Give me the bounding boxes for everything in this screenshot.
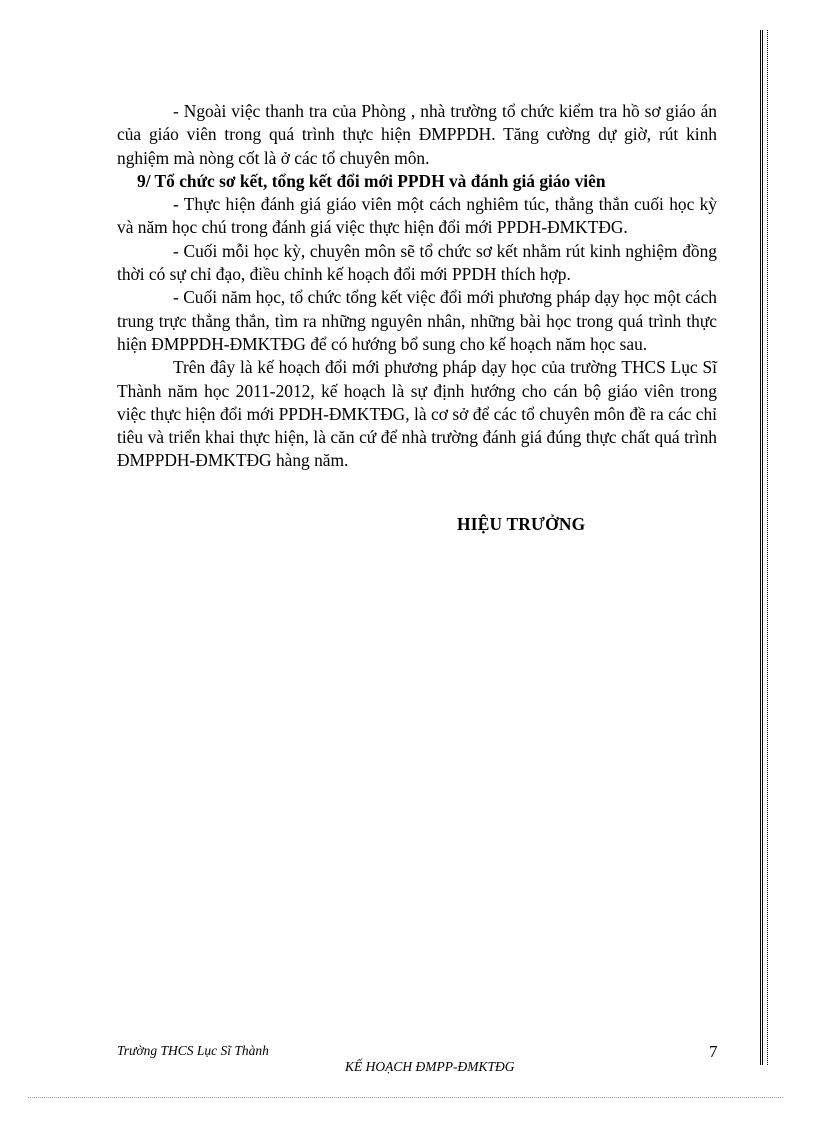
paragraph-conclusion: Trên đây là kế hoạch đổi mới phương pháp dạy học của trường THCS Lục Sĩ Thành năm học 2011-2012, kế hoạch là sự định hướng cho cán bộ giáo viên trong việc thực hiện đổi mới PPDH-ĐMKTĐG, là cơ sở để các tổ chuyên môn đề ra các chỉ tiêu và triển khai thực hiện, là căn cứ để nhà trường đánh giá đúng thực chất quá trình ĐMPPDH-ĐMKTĐG hàng năm. — [117, 357, 717, 471]
footer-school-name: Trường THCS Lục Sĩ Thành — [117, 1043, 269, 1058]
paragraph-inspection: - Ngoài việc thanh tra của Phòng , nhà trường tổ chức kiểm tra hồ sơ giáo án của giáo viên trong quá trình thực hiện ĐMPPDH. Tăng cường dự giờ, rút kinh nghiệm mà nòng cốt là ở các tổ chuyên môn. — [117, 101, 717, 168]
footer-plan-title: KẾ HOẠCH ĐMPP-ĐMKTĐG — [345, 1059, 515, 1074]
paragraph-teacher-evaluation: - Thực hiện đánh giá giáo viên một cách nghiêm túc, thẳng thắn cuối học kỳ và năm học chú trong đánh giá việc thực hiện đổi mới PPDH-ĐMKTĐG. — [117, 194, 717, 238]
page-border-bottom — [28, 1097, 783, 1098]
signature-title: HIỆU TRƯỞNG — [457, 514, 586, 534]
page-border-right — [760, 30, 766, 1065]
paragraph-semester-review: - Cuối mỗi học kỳ, chuyên môn sẽ tổ chức sơ kết nhằm rút kinh nghiệm đồng thời có sự chỉ đạo, điều chỉnh kế hoạch đổi mới PPDH thích hợp. — [117, 240, 717, 285]
page-number: 7 — [709, 1042, 718, 1061]
section-heading-9: 9/ Tổ chức sơ kết, tổng kết đổi mới PPDH và đánh giá giáo viên — [137, 170, 606, 191]
paragraph-year-review: - Cuối năm học, tổ chức tổng kết việc đổi mới phương pháp dạy học một cách trung trực thẳng thắn, tìm ra những nguyên nhân, những bài học trong quá trình thực hiện ĐMPPDH-ĐMKTĐG để có hướng bổ sung cho kế hoạch năm học sau. — [117, 287, 717, 354]
document-body — [117, 100, 717, 473]
